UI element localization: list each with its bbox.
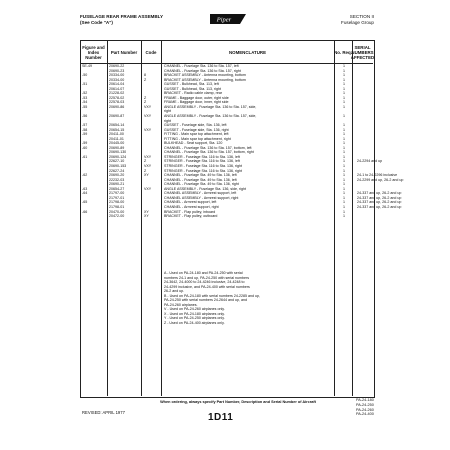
cell-fig: -61: [82, 154, 88, 159]
cell-nom: GUSSET - Bulkhead, Sta. 113, left: [164, 82, 219, 87]
cell-fig: -50: [82, 73, 88, 78]
cell-ser: 24-337 and up, 26-2 and up: [357, 204, 402, 209]
page-header-right: [341, 14, 374, 25]
cell-nom: BRACKET ASSEMBLY - Antenna mounting, bottom: [164, 77, 246, 82]
cell-part: 20690-124: [109, 154, 127, 159]
cell-code: Z: [144, 77, 147, 82]
cell-nom: CHANNEL - Fuselage Sta. 136 to Sta. 157, bottom, right: [164, 150, 254, 155]
cell-nom: CHANNEL - Fuselage Sta. 136 to Sta. 157, left: [164, 64, 239, 68]
cell-nom: GUSSET - Bulkhead, Sta. 113, right: [164, 86, 221, 91]
cell-nom: right: [164, 118, 171, 123]
cell-fig: -65: [82, 200, 88, 205]
note-line: A - Used on PA-24-180 and PA-24-250 with serial: [164, 271, 243, 275]
cell-part: 20472-00: [109, 214, 125, 219]
cell-nom: FITTING - Main spar top attachment, left: [164, 132, 229, 137]
cell-nom: BRACKET - Flap pulley, inboard: [164, 209, 216, 214]
cell-part: 20690-89: [109, 145, 125, 150]
revision-date: REVISED: APRIL 1977: [82, 410, 125, 415]
note-line: Y - Used on PA-24-250 airplanes only.: [164, 316, 225, 321]
note-line: PA-24-260 airplanes.: [164, 302, 198, 307]
col-header-code: Code: [145, 49, 157, 55]
cell-nom: CHANNEL - Fuselage Sta. 49 to Sta. 136, left: [164, 173, 237, 178]
cell-nom: ANGLE ASSEMBLY - Fuselage Sta. 136 to Sta. 157, side,: [164, 104, 257, 109]
group-label: Fuselage Group: [341, 19, 374, 25]
model-item: PA-24-250: [356, 402, 374, 407]
cell-fig: -57: [82, 123, 88, 128]
cell-fig: -52: [82, 91, 88, 96]
cell-nom: CHANNEL - Armrest support, right: [164, 204, 219, 209]
cell-code: VXY: [144, 186, 152, 191]
cell-fig: -54: [82, 100, 88, 105]
cell-part: 20654-15: [109, 127, 125, 132]
svg-text:Piper: Piper: [216, 16, 232, 24]
cell-fig: -60: [82, 145, 88, 150]
cell-part: 20690-21: [109, 182, 125, 187]
cell-nom: BRACKET - Flap pulley, outboard: [164, 214, 218, 219]
page-title: FUSELAGE REAR FRAME ASSEMBLY: [80, 14, 164, 19]
code-notes: [164, 271, 334, 326]
cell-part: 20614-07: [109, 86, 125, 91]
col-header-part: Part Number: [110, 49, 138, 55]
cell-part: 20690-20: [109, 173, 125, 178]
cell-req: 1: [343, 123, 345, 128]
cell-req: 1: [343, 73, 345, 78]
cell-nom: GUSSET - Fuselage side, Sta. 136, right: [164, 127, 229, 132]
cell-nom: CHANNEL - Fuselage Sta. 49 to Sta. 136, left: [164, 177, 237, 182]
cell-nom: ANGLE ASSEMBLY - Fuselage Sta. 136, side, right: [164, 186, 246, 191]
parts-rows: [80, 64, 404, 219]
model-item: PA-24-260: [356, 407, 374, 412]
cell-part: 22578-02: [109, 95, 125, 100]
note-line: V - Used on PA-24-260 airplanes only.: [164, 307, 225, 312]
cell-fig: -63: [82, 186, 88, 191]
model-item: PA-24-400: [356, 412, 374, 417]
cell-nom: FITTING - Main spar top attachment, right: [164, 136, 231, 141]
cell-fig: -59: [82, 132, 88, 137]
cell-code: 8: [144, 73, 146, 78]
cell-nom: BRACKET ASSEMBLY - Antenna mounting, bottom: [164, 73, 246, 78]
piper-logo-icon: [210, 13, 246, 25]
cell-req: 1: [343, 86, 345, 91]
table-row: [80, 214, 375, 219]
cell-code: Z: [144, 100, 147, 105]
cell-part: 21797-01: [109, 195, 125, 200]
cell-part: 20690-22: [109, 64, 125, 68]
cell-req: 1: [343, 114, 345, 119]
cell-part: 20411-01: [109, 136, 124, 141]
parts-table: [80, 40, 404, 398]
cell-nom: STRINGER - Fuselage Sta. 116 to Sta. 136, right: [164, 164, 243, 169]
cell-ser: 24-2294 and up: [357, 159, 383, 164]
cell-req: 1: [343, 145, 345, 150]
ordering-note: When ordering, always specify Part Number, Description and Serial Number of Aircraft: [160, 400, 316, 404]
model-list: [356, 398, 374, 417]
cell-req: 1: [343, 127, 345, 132]
cell-fig: SE-49: [82, 64, 92, 68]
cell-part: 21228-02: [109, 91, 125, 96]
note-line: Z - Used on PA-24-400 airplanes only.: [164, 321, 225, 326]
cell-req: 1: [343, 182, 345, 187]
cell-part: 20690-130: [109, 150, 127, 155]
cell-fig: -58: [82, 127, 88, 132]
cell-part: 20470-00: [109, 209, 125, 214]
note-line: 24-3642, 24-4000 to 24-4246 inclusive, 24-4248 to: [164, 280, 245, 285]
cell-req: 1: [343, 191, 345, 196]
col-header-serial: SERIAL NUMBERS AFFECTED: [350, 44, 375, 60]
cell-req: 1: [343, 168, 345, 173]
cell-ser: 24-337 and up, 26-2 and up: [357, 200, 402, 205]
cell-req: 1: [343, 100, 345, 105]
cell-part: 21798-01: [109, 204, 125, 209]
cell-req: 1: [343, 104, 345, 109]
section-label: SECTION II: [349, 14, 374, 19]
cell-fig: -56: [82, 114, 88, 119]
cell-nom: BULKHEAD - Seat support, Sta. 120: [164, 141, 223, 146]
cell-code: Z: [144, 168, 147, 173]
cell-req: 1: [343, 177, 345, 182]
cell-part: 20614-04: [109, 82, 125, 87]
cell-code: VXY: [144, 104, 152, 109]
cell-req: 1: [343, 82, 345, 87]
cell-req: 1: [343, 154, 345, 159]
cell-req: 1: [343, 141, 345, 146]
cell-req: 1: [343, 204, 345, 209]
cell-fig: -64: [82, 191, 88, 196]
cell-req: 1: [343, 195, 345, 200]
cell-nom: STRINGER - Fuselage Sta. 116 to Sta. 136, left: [164, 159, 240, 164]
cell-code: VXY: [144, 127, 152, 132]
cell-fig: -59: [82, 141, 88, 146]
model-item: PA-24-180: [356, 398, 374, 402]
note-line: 26-2 and up.: [164, 289, 185, 294]
cell-part: 20654-14: [109, 123, 125, 128]
cell-code: XY: [144, 173, 149, 178]
cell-fig: -66: [82, 209, 88, 214]
cell-code: VXY: [144, 114, 152, 119]
col-header-nomenclature: NOMENCLATURE: [229, 49, 266, 55]
cell-req: 1: [343, 95, 345, 100]
cell-code: Z: [144, 95, 147, 100]
cell-code: VXY: [144, 164, 152, 169]
cell-nom: CHANNEL - Fuselage Sta. 136 to Sta. 157, bottom, left: [164, 145, 252, 150]
cell-req: 1: [343, 77, 345, 82]
cell-nom: BRACKET - Radio cable clamp, rear: [164, 91, 223, 96]
cell-req: 1: [343, 68, 345, 73]
cell-req: 1: [343, 159, 345, 164]
cell-part: 22232-03: [109, 177, 125, 182]
cell-req: 1: [343, 200, 345, 205]
cell-part: 21798-00: [109, 200, 125, 205]
note-line: PA-24-250 with serial numbers 24-2644 and up, and: [164, 298, 248, 303]
cell-nom: STRINGER - Fuselage Sta. 116 to Sta. 136, left: [164, 154, 240, 159]
cell-nom: GUSSET - Fuselage side, Sta. 136, left: [164, 123, 227, 128]
cell-part: 20334-00: [109, 73, 125, 78]
cell-fig: -62: [82, 173, 88, 178]
cell-fig: -51: [82, 82, 88, 87]
cell-req: 1: [343, 132, 345, 137]
note-line: 24-4299 inclusive, and PA-24-400 with serial numbers: [164, 284, 250, 289]
cell-req: 1: [343, 91, 345, 96]
cell-part: 22627-24: [109, 168, 125, 173]
cell-code: XY: [144, 214, 149, 219]
page-number: 1D11: [208, 412, 234, 423]
cell-nom: CHANNEL - Fuselage Sta. 49 to Sta. 136, right: [164, 182, 239, 187]
cell-part: 20690-153: [109, 164, 127, 169]
cell-ser: 24-2299 and up, 26-2 and up: [357, 177, 404, 182]
cell-req: 1: [343, 214, 345, 219]
cell-part: 22627-10: [109, 159, 125, 164]
cell-part: 20411-00: [109, 132, 124, 137]
cell-part: 21797-00: [109, 191, 125, 196]
cell-nom: CHANNEL ASSEMBLY - Armrest support, left: [164, 191, 237, 196]
cell-fig: -53: [82, 95, 88, 100]
cell-req: 1: [343, 186, 345, 191]
cell-part: 20690-86: [109, 104, 125, 109]
cell-part: 22578-03: [109, 100, 125, 105]
cell-nom: CHANNEL - Fuselage Sta. 136 to Sta. 157, right: [164, 68, 241, 73]
cell-req: 1: [343, 136, 345, 141]
cell-ser: 24-337 and up, 26-2 and up: [357, 191, 402, 196]
cell-nom: CHANNEL ASSEMBLY - Armrest support, right: [164, 195, 239, 200]
cell-nom: FRAME - Baggage door, outer, right side: [164, 95, 229, 100]
cell-part: 20690-23: [109, 68, 125, 73]
cell-nom: FRAME - Baggage door, inner, right side: [164, 100, 229, 105]
cell-ser: 24-337 and up, 26-2 and up: [357, 195, 402, 200]
cell-nom: ANGLE ASSEMBLY - Fuselage Sta. 136 to Sta. 157, side,: [164, 114, 257, 119]
cell-code: VXY: [144, 154, 152, 159]
cell-part: 20445-00: [109, 141, 125, 146]
cell-nom: CHANNEL - Armrest support, left: [164, 200, 217, 205]
cell-req: 1: [343, 164, 345, 169]
col-header-figure: Figure and Index Number: [82, 44, 105, 60]
cell-part: 20690-87: [109, 114, 125, 119]
cell-code: XY: [144, 209, 149, 214]
cell-nom: right: [164, 109, 171, 114]
cell-code: Z: [144, 159, 147, 164]
cell-fig: -55: [82, 104, 88, 109]
note-line: B - Used on PA-24-180 with serial numbers 24-2285 and up,: [164, 293, 261, 298]
cell-part: 20654-27: [109, 186, 125, 191]
cell-req: 1: [343, 150, 345, 155]
note-line: numbers 24-1 and up, PA-24-250 with serial numbers: [164, 275, 250, 280]
cell-nom: STRINGER - Fuselage Sta. 116 to Sta. 136, right: [164, 168, 243, 173]
col-header-req: No. Req.: [334, 49, 352, 55]
cell-req: 1: [343, 173, 345, 178]
page-header-left: [80, 14, 163, 25]
cell-part: 20334-00: [109, 77, 125, 82]
page-subtitle: (See Code "A"): [80, 19, 113, 25]
note-line: X - Used on PA-24-180 airplanes only.: [164, 311, 225, 316]
cell-req: 1: [343, 64, 345, 68]
cell-req: 1: [343, 209, 345, 214]
cell-ser: 24-1 to 24-2296 inclusive: [357, 173, 398, 178]
